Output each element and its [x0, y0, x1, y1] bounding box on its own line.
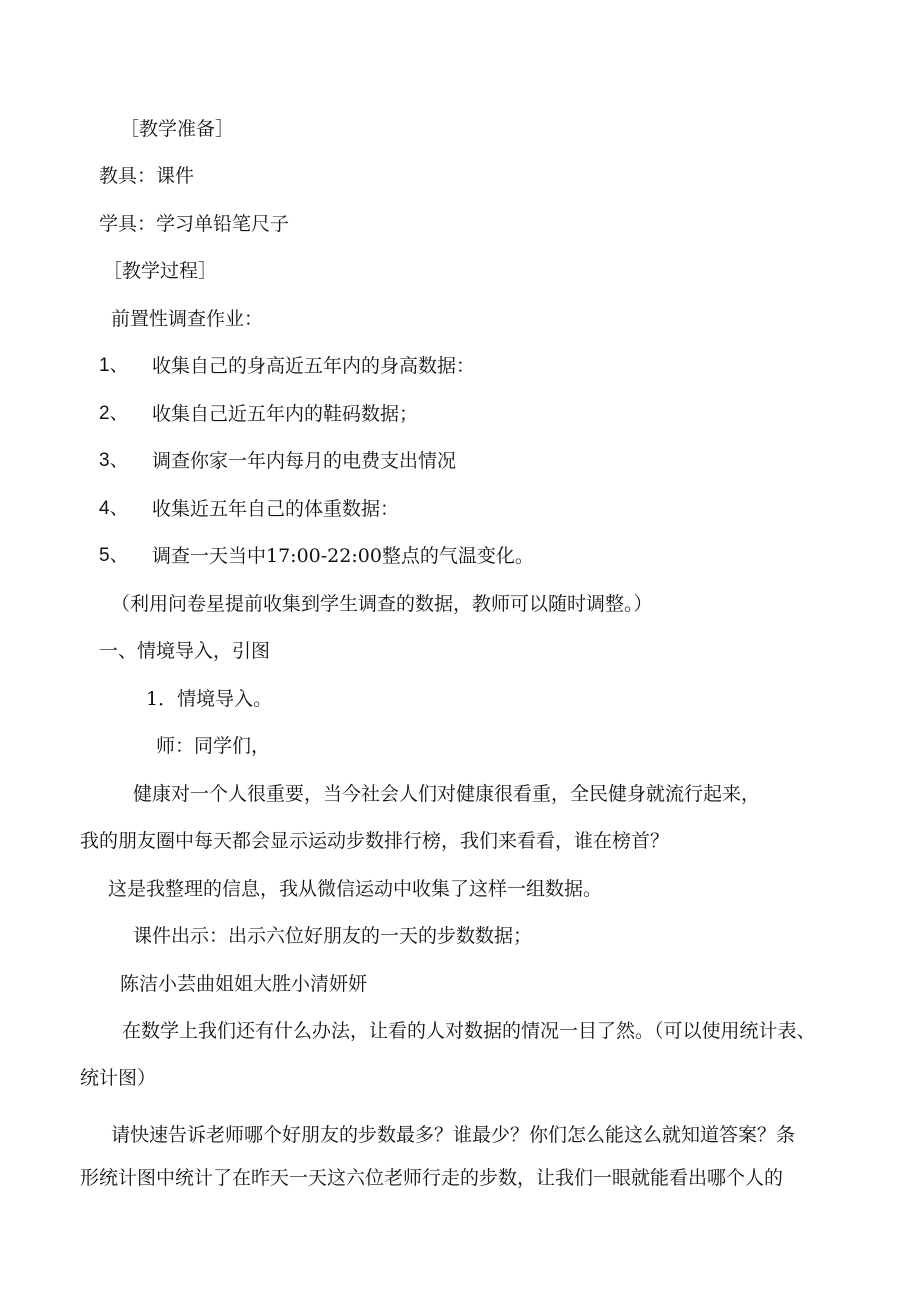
paragraph-line: 健康对一个人很重要，当今社会人们对健康很看重，全民健身就流行起来， [133, 783, 761, 805]
paragraph: 这是我整理的信息，我从微信运动中收集了这样一组数据。 [108, 878, 603, 900]
paragraph-line: 在数学上我们还有什么办法，让看的人对数据的情况一目了然。（可以使用统计表、 [122, 1020, 816, 1042]
subsection-heading: 1．情境导入。 [146, 688, 273, 710]
learning-aids: 学具：学习单铅笔尺子 [99, 213, 290, 235]
section-heading: 一、情境导入，引图 [99, 640, 271, 662]
paragraph-line: 形统计图中统计了在昨天一天这六位老师行走的步数，让我们一眼就能看出哪个人的 [80, 1167, 784, 1189]
pre-survey-title: 前置性调查作业： [111, 308, 264, 330]
teaching-aids: 教具：课件 [99, 165, 195, 187]
survey-item-text: 收集近五年自己的体重数据： [152, 498, 400, 520]
survey-item-number: 5、 [99, 545, 129, 566]
survey-item-number: 4、 [99, 498, 129, 519]
survey-note: （利用问卷星提前收集到学生调查的数据，教师可以随时调整。） [111, 593, 653, 615]
paragraph-line: 统计图） [80, 1067, 157, 1089]
process-heading: ［教学过程］ [103, 260, 218, 282]
survey-item-text: 收集自己的身高近五年内的身高数据： [152, 355, 476, 377]
survey-item-text: 调查你家一年内每月的电费支出情况 [152, 450, 457, 472]
names-line: 陈洁小芸曲姐姐大胜小清妍妍 [120, 973, 368, 995]
survey-item-number: 2、 [99, 403, 129, 424]
survey-item-text: 收集自己近五年内的鞋码数据； [152, 403, 419, 425]
prep-heading: ［教学准备］ [120, 118, 235, 140]
paragraph-line: 我的朋友圈中每天都会显示运动步数排行榜，我们来看看，谁在榜首？ [80, 830, 670, 852]
survey-item-number: 1、 [99, 355, 129, 376]
survey-item-text: 调查一天当中17:00-22:00整点的气温变化。 [152, 545, 534, 567]
paragraph-line: 请快速告诉老师哪个好朋友的步数最多？谁最少？你们怎么能这么就知道答案？条 [111, 1124, 796, 1146]
survey-item-number: 3、 [99, 450, 129, 471]
teacher-line: 师：同学们， [156, 735, 271, 757]
courseware-line: 课件出示：出示六位好朋友的一天的步数数据； [133, 925, 533, 947]
